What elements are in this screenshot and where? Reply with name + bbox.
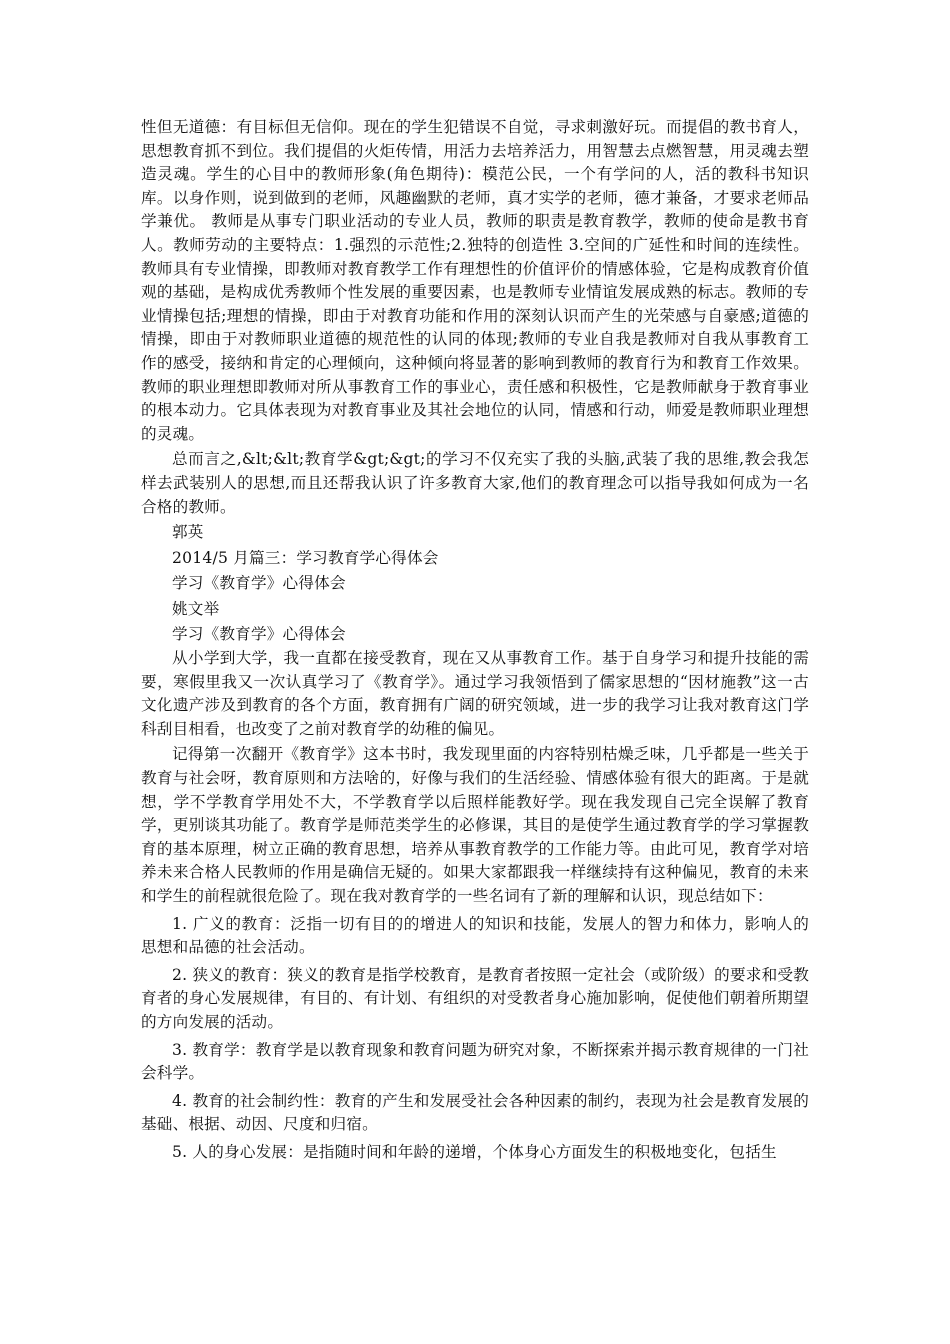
date-and-section-title: 2014/5 月篇三：学习教育学心得体会 bbox=[172, 548, 439, 567]
body-paragraph: 记得第一次翻开《教育学》这本书时，我发现里面的内容特别枯燥乏味，几乎都是一些关于教育与社会呀，教育原则和方法啥的，好像与我们的生活经验、情感体验有很大的距离。于是就想，学不学教育学用处不大，不学教育学以后照样能教好学。现在我发现自己完全误解了教育学，更别谈其功能了。教育学是师范类学生的必修课，其目的是使学生通过教育学的学习掌握教育的基本原理，树立正确的教育思想，培养从事教育教学的工作能力等。由此可见，教育学对培养未来合格人民教师的作用是确信无疑的。如果大家都跟我一样继续持有这种偏见，教育的未来和学生的前程就很危险了。现在我对教育学的一些名词有了新的理解和认识，现总结如下： bbox=[141, 745, 809, 905]
body-paragraph: 性但无道德：有目标但无信仰。现在的学生犯错误不自觉，寻求刺激好玩。而提倡的教书育人，思想教育抓不到位。我们提倡的火炬传情，用活力去培养活力，用智慧去点燃智慧，用灵魂去塑造灵魂。学生的心目中的教师形象(角色期待)：模范公民，一个有学问的人，活的教科书知识库。以身作则，说到做到的老师，风趣幽默的老师，真才实学的老师，德才兼备，才要求老师品学兼优。 教师是从事专门职业活动的专业人员，教师的职责是教育教学，教师的使命是教书育人。教师劳动的主要特点：1.强烈的示范性;2.独特的创造性 3.空间的广延性和时间的连续性。教师具有专业情操，即教师对教育教学工作有理想性的价值评价的情感体验，它是构成教育价值观的基础，是构成优秀教师个性发展的重要因素，也是教师专业情谊发展成熟的标志。教师的专业情操包括;理想的情操，即由于对教育功能和作用的深刻认识而产生的光荣感与自豪感;道德的情操，即由于对教师职业道德的规范性的认同的体现;教师的专业自我是教师对自我从事教育工作的感受，接纳和肯定的心理倾向，这种倾向将显著的影响到教师的教育行为和教育工作效果。教师的职业理想即教师对所从事教育工作的事业心，责任感和积极性，它是教师献身于教育事业的根本动力。它具体表现为对教育事业及其社会地位的认同，情感和行动，师爱是教师职业理想的灵魂。 bbox=[141, 118, 809, 443]
list-item: 3. 教育学：教育学是以教育现象和教育问题为研究对象，不断探索并揭示教育规律的一门社会科学。 bbox=[141, 1040, 809, 1083]
list-item: 4. 教育的社会制约性：教育的产生和发展受社会各种因素的制约，表现为社会是教育发展的基础、根据、动因、尺度和归宿。 bbox=[141, 1091, 809, 1134]
list-item: 1. 广义的教育：泛指一切有目的的增进人的知识和技能，发展人的智力和体力，影响人的 思想和品德的社会活动。 bbox=[141, 914, 830, 957]
body-paragraph: 从小学到大学，我一直都在接受教育，现在又从事教育工作。基于自身学习和提升技能的需要，寒假里我又一次认真学习了《教育学》。通过学习我领悟到了儒家思想的“因材施教”这一古文化遗产涉及到教育的各个方面，教育拥有广阔的研究领域，进一步的我学习让我对教育这门学科刮目相看，也改变了之前对教育学的幼稚的偏见。 bbox=[141, 649, 809, 738]
author-name: 姚文举 bbox=[172, 599, 220, 618]
list-item: 2. 狭义的教育：狭义的教育是指学校教育，是教育者按照一定社会（或阶级）的要求和受教育者的身心发展规律，有目的、有计划、有组织的对受教者身心施加影响，促使他们朝着所期望的方向发展的活动。 bbox=[141, 965, 809, 1031]
article-title: 学习《教育学》心得体会 bbox=[172, 574, 346, 593]
document-page bbox=[141, 116, 830, 1165]
list-item: 5. 人的身心发展：是指随时间和年龄的递增，个体身心方面发生的积极地变化，包括生 bbox=[172, 1142, 777, 1161]
conclusion-paragraph: 总而言之,&lt;&lt;教育学&gt;&gt;的学习不仅充实了我的头脑,武装了我的思维,教会我怎样去武装别人的思想,而且还帮我认识了许多教育大家,他们的教育理念可以指导我如何成为一名合格的教师。 bbox=[141, 450, 809, 516]
author-name: 郭英 bbox=[172, 523, 204, 542]
article-title: 学习《教育学》心得体会 bbox=[172, 625, 346, 644]
